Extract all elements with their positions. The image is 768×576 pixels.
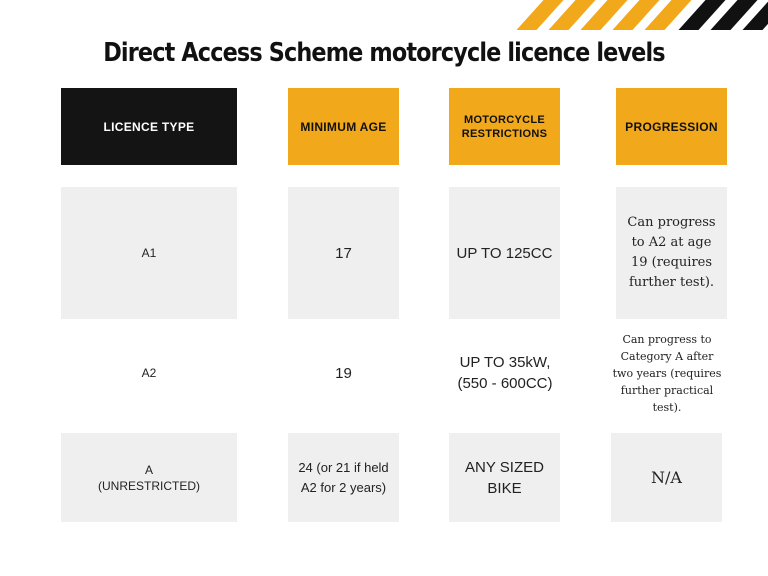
row-a-licence-type: A (UNRESTRICTED) — [61, 433, 237, 522]
header-progression: PROGRESSION — [616, 88, 727, 165]
hazard-stripes-decoration — [0, 0, 768, 30]
row-a1-progression: Can progress to A2 at age 19 (requires further test). — [616, 187, 727, 319]
row-a2-restrictions: UP TO 35kW, (550 - 600CC) — [457, 354, 553, 392]
header-licence-type: LICENCE TYPE — [61, 88, 237, 165]
row-a2-minimum-age: 19 — [335, 364, 352, 382]
row-a1-restrictions: UP TO 125CC — [449, 187, 560, 319]
row-a1-licence-type: A1 — [61, 187, 237, 319]
page-title: Direct Access Scheme motorcycle licence levels — [103, 38, 665, 68]
row-a-restrictions: ANY SIZED BIKE — [449, 433, 560, 522]
row-a1-minimum-age: 17 — [288, 187, 399, 319]
row-a-progression: N/A — [611, 433, 722, 522]
header-minimum-age: MINIMUM AGE — [288, 88, 399, 165]
row-a2-licence-type: A2 — [141, 366, 157, 380]
row-a2-progression: Can progress to Category A after two years (requires further practical test). — [612, 332, 722, 414]
row-a-minimum-age: 24 (or 21 if held A2 for 2 years) — [288, 433, 399, 522]
header-motorcycle-restrictions: MOTORCYCLE RESTRICTIONS — [449, 88, 560, 165]
